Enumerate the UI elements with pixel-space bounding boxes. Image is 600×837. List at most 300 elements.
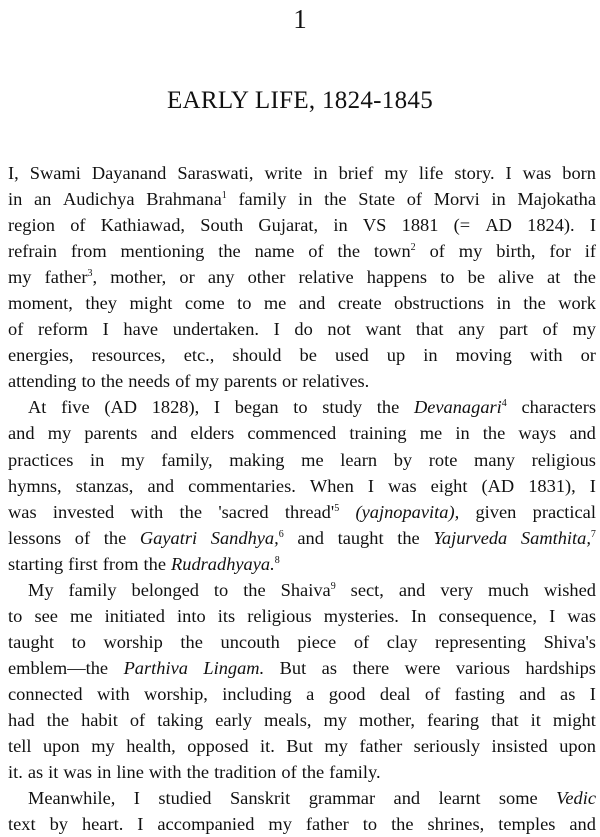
word: and [147,475,175,496]
word: Sandhya,$^6$ [210,527,284,548]
word: religious [247,605,312,626]
body-text [8,160,596,837]
word: eight [430,475,468,496]
word: I [367,475,374,496]
word: stanzas, [75,475,134,496]
word: including [222,683,292,704]
word: South [200,215,244,236]
text-line [8,655,596,681]
word: many [474,449,515,470]
text-line [8,394,596,420]
word: some [498,788,538,809]
word: my [47,423,72,444]
word: of [74,527,91,548]
word: Meanwhile, [28,788,116,809]
word: When [309,475,354,496]
word: Audichya [63,189,135,210]
word: do [294,319,313,340]
word: I [505,163,512,183]
word: religious [531,449,596,470]
word: in [8,189,23,210]
word: should [232,345,282,366]
word: the [143,553,167,574]
word: Dayanand [91,163,167,183]
word: etc., [183,345,215,366]
word: moving [455,345,512,366]
word: I [273,319,280,340]
word: in [333,215,348,236]
text-line [8,707,596,733]
word: in [423,345,438,366]
word: practices [8,449,74,470]
word: Kathiawad, [100,215,186,236]
word: mysteries. [323,605,399,626]
word: me [263,293,287,314]
word: me [70,605,93,626]
word: family. [329,762,381,783]
word: piece [297,631,337,652]
word: needs [128,371,171,392]
word: first [68,553,98,574]
word: used [334,345,369,366]
word: the [301,762,325,783]
word: characters [521,397,596,418]
word: Majokatha [517,189,596,210]
text-line [8,420,596,446]
word: region [8,215,55,236]
word: my [121,449,145,470]
word: my [8,267,32,288]
word: fasting [454,683,505,704]
word: relative [298,267,354,288]
word: had [8,709,35,730]
word: the [391,814,414,835]
text-line [8,811,596,837]
word: to [440,267,455,288]
word: mother, [110,267,167,288]
word: my [91,736,115,757]
word: my [458,241,483,262]
word: to [81,371,96,392]
word: was [522,163,552,183]
word: in [90,449,105,470]
word: ways [518,423,557,444]
word: practical [532,501,596,522]
word: uncouth [220,631,280,652]
footnote-marker: 7 [590,528,596,540]
word: undertaken. [172,319,260,340]
word: and [8,423,35,444]
word: hardships [525,657,596,678]
word: of [424,683,441,704]
word: began [234,397,279,418]
word: with [96,683,130,704]
word: Samthita,$^7$ [520,527,596,548]
word: Shaiva$^9$ [280,579,336,600]
word: 1831), [528,475,576,496]
word: taught [337,527,384,548]
word: training [349,423,407,444]
page-number: 1 [293,4,307,34]
word: refrain [8,241,58,262]
word: of [406,189,423,210]
word: if [584,241,596,262]
word: it. [259,736,275,757]
text-line [8,186,596,212]
word: obstructions [394,293,485,314]
word: (yajnopavita), [355,501,460,522]
text-line [8,342,596,368]
word: I [137,814,144,835]
word: was [388,475,417,496]
word: clay [386,631,418,652]
word: 1828), [151,397,200,418]
word: shrines, [427,814,485,835]
text-line [8,551,596,577]
word: upon [559,736,596,757]
word: Swami [29,163,81,183]
text-line [8,238,596,264]
word: in [97,762,112,783]
word: VS [362,215,387,236]
word: for [549,241,571,262]
word: to [8,605,23,626]
word: text [8,814,36,835]
text-line [8,681,596,707]
text-line [8,368,596,394]
word: invested [52,501,115,522]
word: parents [84,423,138,444]
word: hymns, [8,475,62,496]
word: birth, [496,241,536,262]
footnote-marker: 4 [501,398,507,410]
footnote-marker: 2 [410,242,416,254]
word: Gujarat, [258,215,319,236]
word: tradition [214,762,277,783]
word: $thread'^5$ [284,501,340,522]
word: various [455,657,510,678]
word: was [8,501,37,522]
word: taking [157,709,204,730]
word: family [68,579,117,600]
word: any [207,267,235,288]
word: might [129,293,173,314]
word: of [70,215,86,236]
word: deal [379,683,411,704]
footnote-marker: 5 [334,502,340,514]
word: insisted [491,736,548,757]
word: was [63,762,92,783]
word: work [558,293,596,314]
word: accompanied [157,814,255,835]
word: and [569,423,596,444]
word: Lingam. [203,657,265,678]
word: rote [428,449,458,470]
word: as [321,657,337,678]
word: my [384,163,408,183]
word: were [404,657,441,678]
word: an [33,189,52,210]
word: in [313,163,328,183]
word: the [186,762,210,783]
chapter-title: EARLY LIFE, 1824-1845 [166,87,434,114]
word: tell [8,736,32,757]
word: Saraswati, [177,163,254,183]
word: Sanskrit [229,788,291,809]
word: good [328,683,366,704]
word: moment, [8,293,73,314]
word: into [177,605,206,626]
word: in [298,189,313,210]
word: Brahmana$^1$ [146,189,227,210]
word: elders [190,423,235,444]
text-line [8,160,596,186]
text-line [8,447,596,473]
word: the [218,241,241,262]
word: to [362,814,378,835]
word: to [237,293,252,314]
text-line [8,212,596,238]
word: to [71,631,86,652]
word: my [323,709,347,730]
word: Shiva's [543,631,596,652]
word: might [552,709,596,730]
word: any [458,319,485,340]
word: not [327,319,351,340]
word: temples [498,814,556,835]
word: I [213,397,221,418]
footnote-marker: 1 [221,190,227,202]
word: father [359,736,403,757]
word: its [217,605,236,626]
word: it. [8,762,23,783]
word: learnt [438,788,481,809]
word: was [567,605,596,626]
footnote-marker: 6 [278,528,284,540]
word: write [264,163,303,183]
word: wished [543,579,596,600]
word: (AD [104,397,138,418]
text-line [8,629,596,655]
word: to [213,579,229,600]
text-line [8,525,596,551]
text-line [8,733,596,759]
word: taught [8,631,54,652]
word: by [393,449,413,470]
word: or [580,345,596,366]
word: and [297,527,324,548]
word: seriously [413,736,481,757]
footnote-marker: 9 [330,580,336,592]
word: Rudradhyaya.$^8$ [171,553,280,574]
word: Vedic [556,788,596,809]
word: it [48,762,59,783]
word: I [589,475,596,496]
word: worship, [144,683,208,704]
word: lessons [8,527,62,548]
footnote-marker: 3 [87,268,93,280]
word: But [286,736,313,757]
word: the [324,189,347,210]
text-line [8,290,596,316]
footnote-marker: 8 [274,554,280,566]
word: father$^3$, [44,267,98,288]
word: I [133,788,140,809]
word: Parthiva [123,657,188,678]
word: I [102,319,109,340]
word: attending [8,371,77,392]
word: the [397,527,420,548]
word: Yajurveda [433,527,508,548]
word: the [482,423,506,444]
word: reform [37,319,88,340]
word: be [299,345,317,366]
word: of [129,709,146,730]
word: (AD [481,475,515,496]
word: emblem—the [8,657,109,678]
word: me [301,449,324,470]
word: happens [366,267,428,288]
word: mother, [359,709,415,730]
word: the [103,527,127,548]
word: the [46,709,70,730]
word: name [254,241,295,262]
word: of [281,762,297,783]
word: see [34,605,58,626]
word: come [184,293,225,314]
text-line [8,473,596,499]
word: the [573,267,596,288]
text-line [8,264,596,290]
word: or [282,371,298,392]
word: But [279,657,307,678]
word: of [8,319,24,340]
word: much [488,579,529,600]
word: resources, [91,345,166,366]
word: the [523,293,546,314]
word: In [411,605,427,626]
word: sect, [350,579,384,600]
word: in [455,423,470,444]
word: opposed [187,736,249,757]
text-line [8,759,596,785]
word: connected [8,683,83,704]
text-line [8,785,596,811]
word: 1881 [401,215,439,236]
word: making [229,449,285,470]
word: with [130,501,164,522]
text-line [8,499,596,525]
word: have [123,319,159,340]
word: I [589,215,596,236]
word: initiated [104,605,165,626]
word: up [386,345,406,366]
word: and [569,814,596,835]
word: alive [498,267,534,288]
word: of [175,371,191,392]
word: studied [158,788,212,809]
word: early [215,709,252,730]
word: meals, [263,709,312,730]
word: I [549,605,556,626]
word: the [243,579,266,600]
word: my [195,371,219,392]
word: my [268,814,292,835]
word: parents [223,371,278,392]
word: the [337,241,360,262]
word: as [560,683,576,704]
word: 'sacred [218,501,269,522]
word: town$^2$ [373,241,416,262]
word: born [562,163,596,183]
word: commenced [247,423,337,444]
word: that [415,319,444,340]
word: the [376,397,400,418]
text-line [8,577,596,603]
word: and [519,683,546,704]
word: brief [338,163,374,183]
word: create [337,293,382,314]
word: very [440,579,474,600]
word: of [542,319,558,340]
word: mentioning [120,241,205,262]
word: and [150,423,178,444]
word: Morvi [433,189,480,210]
word: 1824). [527,215,575,236]
word: they [85,293,117,314]
word: in [491,189,506,210]
word: habit [81,709,118,730]
word: family, [161,449,213,470]
word: learn [340,449,378,470]
word: relatives. [302,371,370,392]
word: as [27,762,44,783]
word: be [467,267,485,288]
word: Devanagari$^4$ [413,397,507,418]
word: starting [8,553,64,574]
word: of [429,241,445,262]
word: energies, [8,345,74,366]
word: consequence, [438,605,537,626]
word: representing [435,631,526,652]
word: fearing [426,709,480,730]
word: want [365,319,402,340]
word: Gayatri [139,527,198,548]
word: by [49,814,68,835]
word: heart. [81,814,124,835]
word: I, [8,163,19,183]
word: there [352,657,390,678]
text-line [8,603,596,629]
text-line [8,316,596,342]
word: State [358,189,396,210]
word: my [324,736,348,757]
word: of [308,241,324,262]
word: At [28,397,47,418]
word: the [100,371,124,392]
word: study [322,397,363,418]
word: life [418,163,444,183]
word: a [306,683,315,704]
word: from [70,241,107,262]
word: line [116,762,144,783]
word: with [529,345,563,366]
word: the [179,501,203,522]
word: story. [454,163,495,183]
word: given [475,501,517,522]
word: of [353,631,370,652]
word: commentaries. [188,475,296,496]
